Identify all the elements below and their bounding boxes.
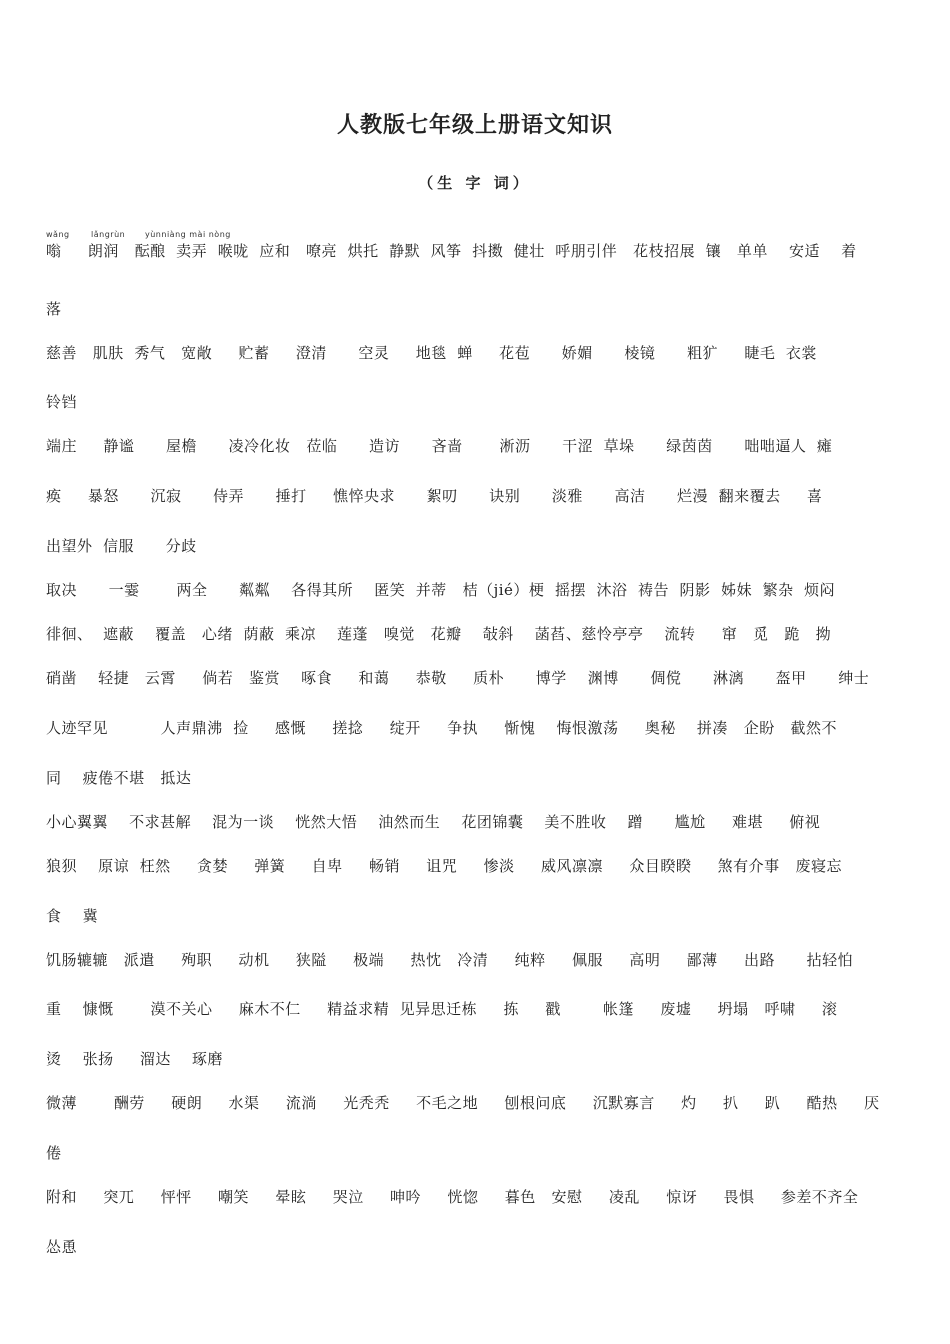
vocab-line: 饥肠辘辘 派遣 殉职 动机 狭隘 极端 热忱 冷清 纯粹 佩服 高明 鄙薄 出路 拈轻怕	[46, 951, 854, 969]
vocab-line: 痪 暴怒 沉寂 侍弄 捶打 憔悴央求 絮叨 诀别 淡雅 高洁 烂漫 翻来覆去 喜	[46, 487, 823, 505]
vocab-line: 铃铛	[46, 393, 78, 411]
vocab-line: 微薄 酬劳 硬朗 水渠 流淌 光秃秃 不毛之地 刨根问底 沉默寡言 灼 扒 趴 酷热 厌	[46, 1094, 880, 1112]
vocab-line: 嗡 朗润 酝酿 卖弄 喉咙 应和 嘹亮 烘托 静默 风筝 抖擞 健壮 呼朋引伴 花枝招展 镶 单单 安适 着	[46, 242, 857, 260]
vocab-line: 慈善 肌肤 秀气 宽敞 贮蓄 澄清 空灵 地毯 蝉 花苞 娇媚 棱镜 粗犷 睫毛 衣裳	[46, 344, 817, 362]
vocab-line: 取决 一霎 两全 粼粼 各得其所 匿笑 并蒂 桔（jié）梗 摇摆 沐浴 祷告 阴影 姊妹 繁杂 烦闷	[46, 581, 836, 599]
vocab-line: 出望外 信服 分歧	[46, 537, 197, 555]
pinyin-annotation: wǎng	[46, 230, 70, 239]
pinyin-annotation: lǎngrùn	[91, 230, 126, 239]
document-title: 人教版七年级上册语文知识	[336, 112, 613, 138]
vocab-line: 重 慷慨 漠不关心 麻木不仁 精益求精 见异思迁栋 拣 戳 帐篷 废墟 坍塌 呼啸 滚	[46, 1000, 838, 1018]
vocab-line: 倦	[46, 1144, 62, 1162]
vocab-line: 落	[46, 300, 62, 318]
vocab-line: 附和 突兀 怦怦 嘲笑 晕眩 哭泣 呻吟 恍惚 暮色 安慰 凌乱 惊讶 畏惧 参差不齐全	[46, 1188, 859, 1206]
vocab-line: 怂恿	[46, 1238, 78, 1256]
vocab-line: 端庄 静谧 屋檐 凌冷化妆 莅临 造访 吝啬 淅沥 干涩 草垛 绿茵茵 咄咄逼人 瘫	[46, 437, 833, 455]
vocab-line: 狼狈 原谅 枉然 贪婪 弹簧 自卑 畅销 诅咒 惨淡 威风凛凛 众目睽睽 煞有介事 废寝忘	[46, 857, 842, 875]
pinyin-annotation: yùnniàng mài nòng	[145, 230, 231, 239]
document-subtitle: （生 字 词）	[418, 174, 532, 192]
vocab-line: 食 冀	[46, 907, 99, 925]
vocab-line: 小心翼翼 不求甚解 混为一谈 恍然大悟 油然而生 花团锦囊 美不胜收 蹭 尴尬 难堪 俯视	[46, 813, 821, 831]
vocab-line: 硝凿 轻捷 云霄 倘若 鉴赏 啄食 和蔼 恭敬 质朴 博学 渊博 倜傥 淋漓 盔甲 绅士	[46, 669, 870, 687]
vocab-line: 同 疲倦不堪 抵达	[46, 769, 192, 787]
vocab-line: 徘徊、 遮蔽 覆盖 心绪 荫蔽 乘凉 莲蓬 嗅觉 花瓣 敧斜 菡萏、慈怜亭亭 流转 窜 觅 跪 拗	[46, 625, 832, 643]
vocab-line: 烫 张扬 溜达 琢磨	[46, 1050, 223, 1068]
vocab-line: 人迹罕见 人声鼎沸 捡 感慨 搓捻 绽开 争执 惭愧 悔恨激荡 奥秘 拼凑 企盼 截然不	[46, 719, 838, 737]
